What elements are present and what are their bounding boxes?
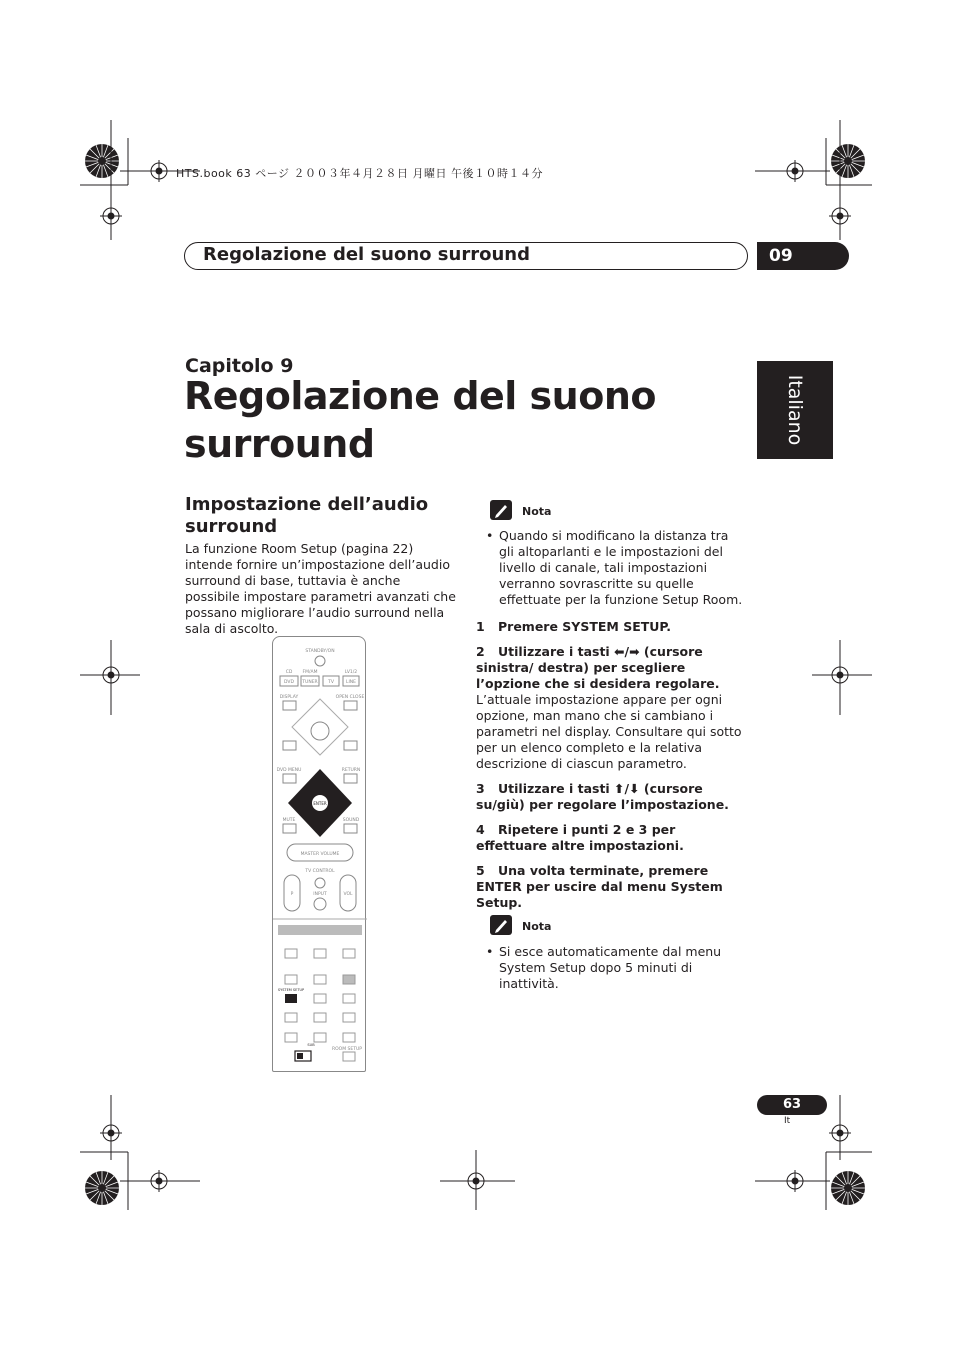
step-3 [476, 781, 748, 813]
sub-label: SUB [307, 1043, 315, 1047]
page-number: 63 [757, 1095, 827, 1115]
section-heading: Impostazione dell’audio surround [185, 494, 429, 537]
step-text: Ripetere i punti 2 e 3 per effettuare altre impostazioni. [476, 822, 684, 853]
section-intro: La funzione Room Setup (pagina 22) intende fornire un’impostazione dell’audio surround di base, tuttavia è anche possibile impostare parametri avanzati che possano migliorare l’audio surround nella sala di ascolto. [185, 541, 456, 636]
label-lv12: LV1/2 [344, 670, 358, 675]
print-header: HTS.book 63 ページ ２００３年４月２８日 月曜日 午後１０時１４分 [176, 167, 544, 180]
input-tv: TV [328, 680, 334, 685]
step-text: Una volta terminate, premere ENTER per uscire dal menu System Setup. [476, 863, 723, 910]
note-label: Nota [522, 505, 552, 518]
step-number: 5 [476, 863, 485, 878]
dvd-menu-label: DVD MENU [276, 768, 302, 773]
step-number: 1 [476, 619, 485, 634]
room-setup-label: ROOM SETUP [332, 1047, 362, 1052]
sound-label: SOUND [342, 818, 360, 823]
system-setup-label: SYSTEM SETUP [277, 988, 305, 992]
note-text: • Si esce automaticamente dal menu System Setup dopo 5 minuti di inattività. [499, 944, 747, 992]
remote-control-illustration [272, 636, 366, 1072]
input-line: LINE [345, 680, 357, 685]
vol-label: VOL [343, 892, 353, 897]
step-number: 4 [476, 822, 485, 837]
step-4 [476, 822, 748, 854]
master-volume-label: MASTER VOLUME [300, 852, 340, 857]
open-close-label: OPEN CLOSE [335, 695, 365, 700]
input-label: INPUT [313, 892, 327, 897]
note-label: Nota [522, 920, 552, 933]
note-pencil-icon [490, 500, 512, 520]
step-text: Premere SYSTEM SETUP. [498, 619, 672, 634]
tv-control-label: TV CONTROL [305, 869, 335, 874]
label-cd: CD [285, 670, 293, 675]
step-number: 2 [476, 644, 485, 659]
page-title: Regolazione del suono surround [184, 374, 656, 466]
running-header-title: Regolazione del suono surround [203, 244, 530, 265]
display-label: DISPLAY [279, 695, 299, 700]
language-tab-label: Italiano [784, 374, 806, 446]
standby-label: STANDBY/ON [305, 649, 335, 654]
step-text: Utilizzare i tasti ⬅/➡ (cursore sinistra/ destra) per scegliere l’opzione che si desidera regolare. [476, 644, 720, 691]
note-text: • Quando si modificano la distanza tra gli altoparlanti e le impostazioni del livello di canale, tali impostazioni verranno sovrascritte su quelle effettuate per la funzione Setup Room. [499, 528, 747, 608]
remote-drawing [273, 637, 367, 1073]
step-1 [476, 619, 748, 635]
step-2-body: L’attuale impostazione appare per ogni opzione, man mano che si cambiano i parametri nel display. Consultare qui sotto per un elenco completo e la relativa descrizione di ciascun parametro. [476, 692, 742, 771]
step-text: Utilizzare i tasti ⬆/⬇ (cursore su/giù) per regolare l’impostazione. [476, 781, 729, 812]
step-2 [476, 644, 748, 692]
step-number: 3 [476, 781, 485, 796]
p-label: P [290, 892, 294, 897]
return-label: RETURN [341, 768, 361, 773]
language-tab [757, 361, 833, 459]
step-5 [476, 863, 748, 911]
chapter-number-badge: 09 [757, 242, 849, 270]
note-pencil-icon [490, 915, 512, 935]
input-tuner: TUNER [302, 680, 318, 685]
label-fmam: FM/AM [302, 670, 318, 675]
input-dvd: DVD [284, 680, 294, 685]
chapter-label: Capitolo 9 [185, 355, 294, 377]
enter-label: ENTER [313, 801, 327, 806]
page-language-code: It [784, 1116, 791, 1126]
mute-label: MUTE [282, 818, 296, 823]
